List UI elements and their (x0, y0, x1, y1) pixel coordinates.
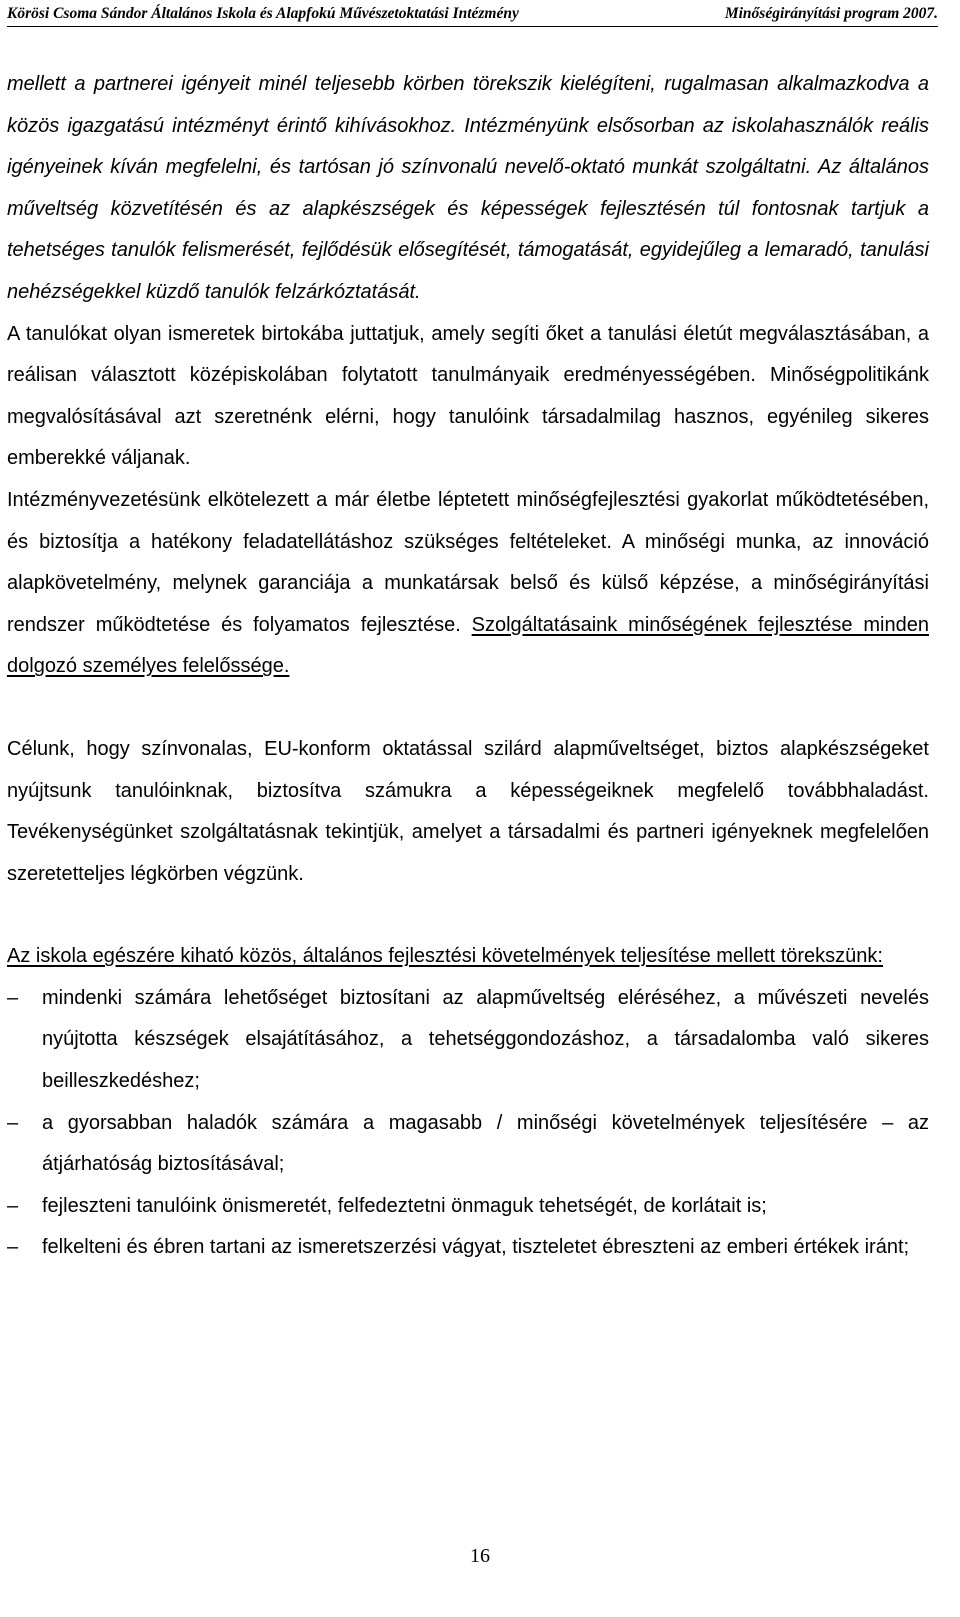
list-item-text: mindenki számára lehetőséget biztosítani az alapműveltség eléréséhez, a művészeti nevelés nyújtotta készségek elsajátításához, a tehetséggondozáshoz, a társadalomba való sikeres beilleszkedéshez; (42, 986, 929, 1093)
list-item-text: a gyorsabban haladók számára a magasabb / minőségi követelmények teljesítésére – az átjárhatóság biztosításával; (42, 1111, 929, 1176)
spacer (7, 688, 929, 729)
paragraph-management-commitment (7, 480, 929, 688)
dash-bullet: – (7, 986, 19, 1009)
requirements-heading: Az iskola egészére kiható közös, általános fejlesztési követelmények teljesítése mellett törekszünk: (7, 945, 883, 968)
header-institution-name: Körösi Csoma Sándor Általános Iskola és Alapfokú Művészetoktatási Intézmény (7, 5, 519, 22)
paragraph-partner-needs: mellett a partnerei igényeit minél teljesebb körben törekszik kielégíteni, rugalmasan alkalmazkodva a közös igazgatású intézményt érintő kihívásokhoz. Intézményünk elsősorban az iskolahasználók reális igényeinek kíván megfelelni, és tartósan jó színvonalú nevelő-oktató munkát szolgáltatni. Az általános műveltség közvetítésén és az alapkészségek és képességek fejlesztésén túl fontosnak tartjuk a tehetséges tanulók felismerését, fejlődésük elősegítését, támogatását, egyidejűleg a lemaradó, tanulási nehézségekkel küzdő tanulók felzárkóztatását. (7, 73, 929, 303)
list-item (7, 1103, 929, 1186)
header-program-title: Minőségirányítási program 2007. (724, 5, 938, 22)
dash-bullet: – (7, 1236, 19, 1259)
list-item (7, 1186, 929, 1228)
spacer (7, 895, 929, 936)
document-body (7, 64, 929, 1269)
section-heading (7, 936, 929, 978)
page-header (7, 4, 938, 27)
paragraph-goals: Célunk, hogy színvonalas, EU-konform oktatással szilárd alapműveltséget, biztos alapkészségeket nyújtsunk tanulóinknak, biztosítva számukra a képességeiknek megfelelő továbbhaladást. Tevékenységünket szolgáltatásnak tekintjük, amelyet a társadalmi és partneri igényeknek megfelelően szeretetteljes légkörben végzünk. (7, 737, 929, 885)
list-item (7, 1227, 929, 1269)
requirements-list (7, 978, 929, 1269)
list-item-text: felkelteni és ébren tartani az ismeretszerzési vágyat, tiszteletet ébreszteni az emberi értékek iránt; (42, 1236, 910, 1259)
dash-bullet: – (7, 1111, 19, 1134)
quality-responsibility-statement: Szolgáltatásaink minőségének fejlesztése minden dolgozó személyes felelőssége. (7, 613, 929, 678)
list-item (7, 978, 929, 1103)
list-item-text: fejleszteni tanulóink önismeretét, felfedeztetni önmaguk tehetségét, de korlátait is; (42, 1194, 767, 1217)
page-number: 16 (470, 1545, 490, 1567)
dash-bullet: – (7, 1194, 19, 1217)
paragraph-students-knowledge: A tanulókat olyan ismeretek birtokába juttatjuk, amely segíti őket a tanulási életút megválasztásában, a reálisan választott középiskolában folytatott tanulmányaik eredményességében. Minőségpolitikánk megvalósításával azt szeretnénk elérni, hogy tanulóink társadalmilag hasznos, egyénileg sikeres emberekké váljanak. (7, 322, 929, 470)
management-commitment-text: Intézményvezetésünk elkötelezett a már életbe léptetett minőségfejlesztési gyakorlat működtetésében, és biztosítja a hatékony feladatellátáshoz szükséges feltételeket. A minőségi munka, az innováció alapkövetelmény, melynek garanciája a munkatársak belső és külső képzése, a minőségirányítási rendszer működtetése és folyamatos fejlesztése. (7, 488, 929, 636)
